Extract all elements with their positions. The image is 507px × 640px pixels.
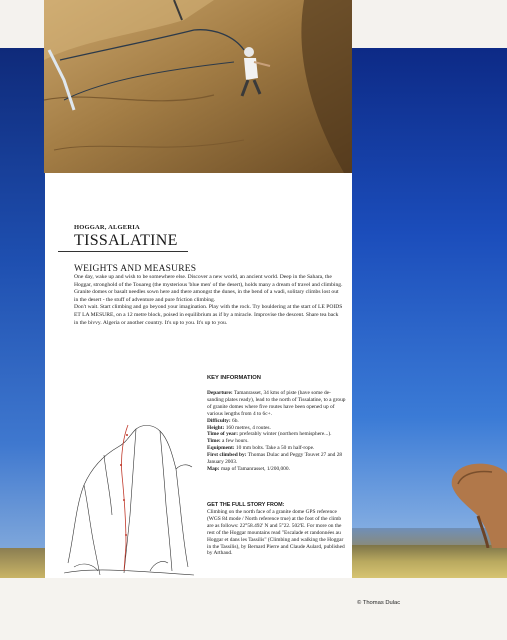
key-info-label: Time of year: xyxy=(207,431,239,438)
balanced-rock-photo xyxy=(448,458,507,548)
key-info-value: Tamanrasset, 34 kms of piste (have some de-sanding plates ready), lead to the north of Tissalatine, to a group of granite domes where five routes have been opened up of various lengths from 4 to 6c+. xyxy=(207,390,346,417)
key-info-value: a few hours. xyxy=(222,438,249,445)
key-info-label: Difficulty: xyxy=(207,417,231,424)
article-body xyxy=(74,274,344,327)
key-info-list xyxy=(207,390,347,473)
key-info-label: First climbed by: xyxy=(207,452,247,459)
section-heading: WEIGHTS AND MEASURES xyxy=(74,264,197,274)
climber-photo xyxy=(44,0,352,173)
article-title: TISSALATINE xyxy=(74,232,178,249)
photo-credit: © Thomas Dulac xyxy=(357,600,401,606)
key-info-label: Height: xyxy=(207,424,225,431)
key-info-item xyxy=(207,445,347,452)
key-info-value: Thomas Dulac and Peggy Touvet 27 and 28 January 2003. xyxy=(207,452,343,466)
key-info-label: Time: xyxy=(207,438,221,445)
body-paragraph: One day, wake up and wish to be somewhere else. Discover a new world, an ancient world. Deep in the Sahara, the Hoggar, stronghold of the Touareg (the mysterious 'blue men' of the desert), holds many a dream of travel and climbing. xyxy=(74,274,343,288)
key-info-item xyxy=(207,390,347,418)
desert-ground-left xyxy=(0,548,45,578)
desert-ground-right xyxy=(352,545,507,578)
key-info-item xyxy=(207,418,347,425)
body-paragraph: Don't wait. Start climbing and go beyond your imagination. Play with the rock. Try bouldering at the start of LE POIDS ET LA MESURE, on a 12 metre block, poised in equilibrium as if by a miracle. Improvise the descent. Share tea back in the bivvy. Algeria or another country. It's up to you. It's up to you. xyxy=(74,304,343,326)
key-info-item xyxy=(207,452,347,466)
key-info-value: preferably winter (northern hemisphere...). xyxy=(239,431,332,438)
key-info-label: Map: xyxy=(207,465,220,472)
key-info-value: 6b. xyxy=(232,417,239,424)
title-divider xyxy=(58,251,188,252)
full-story-text: Climbing on the north face of a granite dome GPS reference (WGS 84 mode / North reference true) at the foot of the climb are as follows: 22°58.492' N and 5°22. 502'E. For more on the rest of the Hoggar mountains read "Escalade et randonnées au Hoggar et dans les Tassilis" (Climbing and walking the Hoggar in the Tassilis), by Bernard Pierre and Claude Aulard, published by Arthaud. xyxy=(207,509,345,557)
key-info-value: 160 metres, 4 routes. xyxy=(225,424,271,431)
page-bottom-margin xyxy=(0,578,507,640)
location-label: HOGGAR, ALGERIA xyxy=(74,224,140,231)
sky-photo-left xyxy=(0,48,45,576)
body-paragraph: Granite domes or basalt needles sown here and there amongst the dunes, in the bend of a wadi, solitary climbs lost out in the desert - the stuff of adventure and pure friction climbing. xyxy=(74,289,339,303)
key-info-value: map of Tamanrasset, 1/200,000. xyxy=(220,465,290,472)
key-info-heading: KEY INFORMATION xyxy=(207,375,261,381)
key-info-label: Departure: xyxy=(207,390,233,396)
key-info-item xyxy=(207,466,347,473)
route-topo-drawing xyxy=(64,395,196,580)
key-info-label: Equipment: xyxy=(207,445,235,452)
key-info-value: 10 mm bolts. Take a 50 m half-rope. xyxy=(235,445,315,452)
full-story-heading: GET THE FULL STORY FROM: xyxy=(207,502,285,508)
